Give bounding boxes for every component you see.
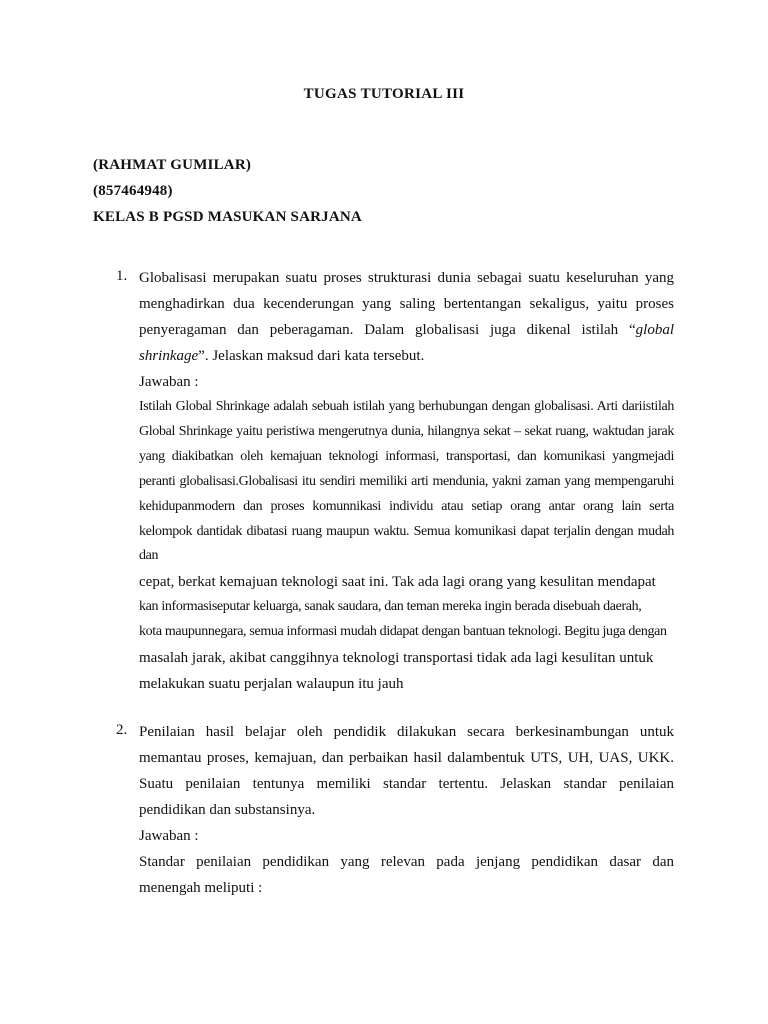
answer-1-line: melakukan suatu perjalan walaupun itu jauh — [139, 676, 404, 692]
question-1-number: 1. — [116, 268, 128, 284]
document-title: TUGAS TUTORIAL III — [303, 86, 465, 102]
answer-1-line: kota maupunnegara, semua informasi mudah didapat dengan bantuan teknologi. Begitu juga dengan — [139, 624, 667, 639]
question-1-text: ”. Jelaskan maksud dari kata tersebut. — [198, 348, 425, 364]
answer-1-line: Istilah Global Shrinkage adalah sebuah istilah yang berhubungan dengan globalisasi. Arti dariistilah — [139, 399, 674, 414]
question-2-line: Penilaian hasil belajar oleh pendidik dilakukan secara berkesinambungan untuk — [139, 724, 674, 740]
answer-2-line: menengah meliputi : — [139, 880, 263, 896]
student-id: (857464948) — [93, 183, 173, 199]
question-1-line — [139, 343, 674, 369]
answer-1-line: kelompok dantidak dibatasi ruang maupun waktu. Semua komunikasi dapat terjalin dengan mudah — [139, 524, 674, 539]
answer-1-line: yang diakibatkan oleh kemajuan teknologi informasi, transportasi, dan komunikasi yangmejadi — [139, 449, 674, 464]
answer-2-line: Standar penilaian pendidikan yang relevan pada jenjang pendidikan dasar dan — [139, 854, 674, 870]
answer-1-line: cepat, berkat kemajuan teknologi saat ini. Tak ada lagi orang yang kesulitan mendapat — [139, 574, 656, 590]
answer-1-line: peranti globalisasi.Globalisasi itu sendiri memiliki arti mendunia, yakni zaman yang mempengaruhi — [139, 474, 674, 489]
answer-1-line: kan informasiseputar keluarga, sanak saudara, dan teman mereka ingin berada disebuah daerah, — [139, 599, 642, 614]
question-1-line: menghadirkan dua kecenderungan yang saling bertentangan sekaligus, yaitu proses — [139, 296, 674, 312]
question-1-line — [139, 317, 674, 343]
student-class: KELAS B PGSD MASUKAN SARJANA — [93, 209, 362, 225]
answer-1-line: kehidupanmodern dan proses komunnikasi individu atau setiap orang antar orang lain serta — [139, 499, 674, 514]
question-2-line: Suatu penilaian tentunya memiliki standar tertentu. Jelaskan standar penilaian — [139, 776, 674, 792]
student-name: (RAHMAT GUMILAR) — [93, 157, 252, 173]
question-1-term: shrinkage — [139, 348, 199, 364]
question-2-line: memantau proses, kemajuan, dan perbaikan hasil dalambentuk UTS, UH, UAS, UKK. — [139, 750, 674, 766]
answer-2-label: Jawaban : — [139, 828, 199, 844]
answer-1-line: masalah jarak, akibat canggihnya teknologi transportasi tidak ada lagi kesulitan untuk — [139, 650, 654, 666]
question-1-text: penyeragaman dan peberagaman. Dalam globalisasi juga dikenal istilah “ — [139, 322, 636, 338]
answer-1-line: dan — [139, 548, 159, 563]
question-1-term: global — [635, 322, 674, 338]
question-2-number: 2. — [116, 722, 128, 738]
answer-1-line: Global Shrinkage yaitu peristiwa mengerutnya dunia, hilangnya sekat – sekat ruang, waktudan jarak — [139, 424, 674, 439]
question-2-line: pendidikan dan substansinya. — [139, 802, 316, 818]
question-1-line: Globalisasi merupakan suatu proses strukturasi dunia sebagai suatu keseluruhan yang — [139, 270, 674, 286]
answer-1-label: Jawaban : — [139, 374, 199, 390]
